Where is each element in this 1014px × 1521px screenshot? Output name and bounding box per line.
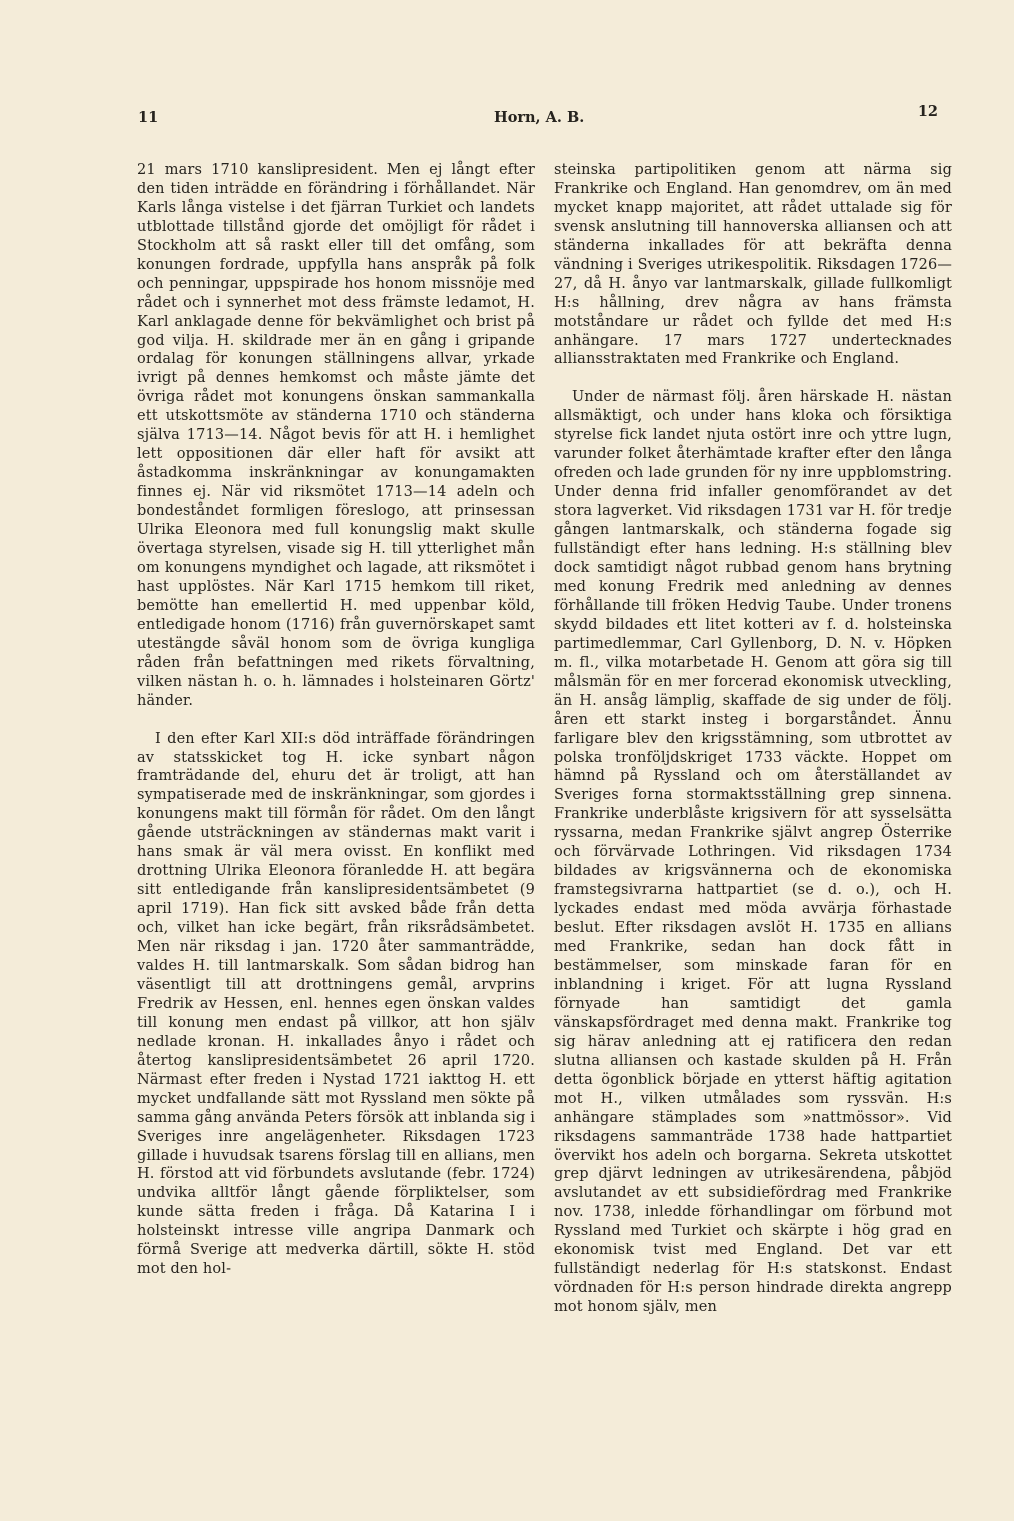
left-page-number: 11: [138, 109, 159, 126]
right-page-number: 12: [917, 103, 938, 120]
running-head: Horn, A. B.: [494, 109, 585, 126]
left-paragraph-1: 21 mars 1710 kanslipresident. Men ej långt efter den tiden inträdde en förändring i förhållandet. När Karls långa vistelse i det fjärran Turkiet och landets utblottade tillstånd gjorde det omöjligt för rådet i Stockholm att så raskt eller till det omfång, som konungen fordrade, uppfylla hans anspråk på folk och penningar, uppspirade hos honom missnöje med rådet och i synnerhet mot dess främste ledamot, H. Karl anklagade denne för bekvämlighet och brist på god vilja. H. skildrade mer än en gång i gripande ordalag för konungen ställningens allvar, yrkade ivrigt på dennes hemkomst och måste jämte det övriga rådet mot konungens önskan sammankalla ett utskottsmöte av ständerna 1710 och ständerna själva 1713—14. Något bevis för att H. i hemlighet lett oppositionen där eller haft för avsikt att åstadkomma inskränkningar av konungamakten finnes ej. När vid riksmötet 1713—14 adeln och bondeståndet formligen föreslogo, att prinsessan Ulrika Eleonora med full konungslig makt skulle övertaga styrelsen, visade sig H. till ytterlighet mån om konungens myndighet och lagade, att riksmötet i hast upplöstes. När Karl 1715 hemkom till riket, bemötte han emellertid H. med uppenbar köld, entledigade honom (1716) från guvernörskapet samt utestängde såväl honom som de övriga kungliga råden från befattningen med rikets förvaltning, vilken nästan h. o. h. lämnades i holsteinaren Görtz' händer.: [137, 161, 535, 709]
page-header: [134, 103, 950, 131]
right-paragraph-1: steinska partipolitiken genom att närma sig Frankrike och England. Han genomdrev, om än med mycket knapp majoritet, att rådet uttalade sig för svensk anslutning till hannoverska alliansen och att ständerna inkallades för att bekräfta denna vändning i Sveriges utrikespolitik. Riksdagen 1726—27, då H. ånyo var lantmarskalk, gillade fullkomligt H:s hållning, drev några av hans främsta motståndare ur rådet och fyllde det med H:s anhängare. 17 mars 1727 undertecknades alliansstraktaten med Frankrike och England.: [554, 161, 952, 368]
left-column: [137, 142, 535, 1298]
right-paragraph-2: Under de närmast följ. åren härskade H. nästan allsmäktigt, och under hans kloka och försiktiga styrelse fick landet njuta ostört inre och yttre lugn, varunder folket återhämtade krafter efter den långa ofreden och lade grunden för ny inre uppblomstring. Under denna frid infaller genomförandet av det stora lagverket. Vid riksdagen 1731 var H. för tredje gången lantmarskalk, och ständerna fogade sig fullständigt efter hans ledning. H:s ställning blev dock samtidigt något rubbad genom hans brytning med konung Fredrik med anledning av dennes förhållande till fröken Hedvig Taube. Under tronens skydd bildades ett litet kotteri av f. d. holsteinska partimedlemmar, Carl Gyllenborg, D. N. v. Höpken m. fl., vilka motarbetade H. Genom att göra sig till målsmän för en mer forcerad ekonomisk utveckling, än H. ansåg lämplig, skaffade de sig under de följ. åren ett starkt insteg i borgarståndet. Ännu farligare blev den krigsstämning, som utbrottet av polska tronföljdskriget 1733 väckte. Hoppet om hämnd på Ryssland och om återställandet av Sveriges forna stormaktsställning grep sinnena. Frankrike underblåste krigsivern för att sysselsätta ryssarna, medan Frankrike självt angrep Österrike och förvärvade Lothringen. Vid riksdagen 1734 bildades av krigsvännerna och de ekonomiska framstegsivrarna hattpartiet (se d. o.), och H. lyckades endast med möda avvärja förhastade beslut. Efter riksdagen avslöt H. 1735 en allians med Frankrike, sedan han dock fått in bestämmelser, som minskade faran för en inblandning i kriget. För att lugna Ryssland förnyade han samtidigt det gamla vänskapsfördraget med denna makt. Frankrike tog sig härav anledning att ej ratificera den redan slutna alliansen och kastade skulden på H. Från detta ögonblick började en ytterst häftig agitation mot H., vilken utmålades som ryssvän. H:s anhängare stämplades som »nattmössor». Vid riksdagens sammanträde 1738 hade hattpartiet övervikt hos adeln och borgarna. Sekreta utskottet grep djärvt ledningen av utrikesärendena, påbjöd avslutandet av ett subsidiefördrag med Frankrike nov. 1738, inledde förhandlingar om förbund mot Ryssland med Turkiet och skärpte i hög grad en ekonomisk tvist med England. Det var ett fullständigt nederlag för H:s statskonst. Endast vördnaden för H:s person hindrade direkta angrepp mot honom själv, men: [554, 389, 952, 1316]
right-column: [554, 142, 952, 1336]
left-paragraph-2: I den efter Karl XII:s död inträffade förändringen av statsskicket tog H. icke synbart någon framträdande del, ehuru det är troligt, att han sympatiserade med de inskränkningar, som gjordes i konungens makt till förmån för rådet. Om den långt gående utsträckningen av ständernas makt varit i hans smak är väl mera ovisst. En konflikt med drottning Ulrika Eleonora föranledde H. att begära sitt entledigande från kanslipresidentsämbetet (9 april 1719). Han fick sitt avsked både från detta och, vilket han icke begärt, från riksrådsämbetet. Men när riksdag i jan. 1720 åter sammanträdde, valdes H. till lantmarskalk. Som sådan bidrog han väsentligt till att drottningens gemål, arvprins Fredrik av Hessen, enl. hennes egen önskan valdes till konung men endast på villkor, att hon själv nedlade kronan. H. inkallades ånyo i rådet och återtog kanslipresidentsämbetet 26 april 1720. Närmast efter freden i Nystad 1721 iakttog H. ett mycket undfallande sätt mot Ryssland men sökte på samma gång använda Peters försök att inblanda sig i Sveriges inre angelägenheter. Riksdagen 1723 gillade i huvudsak tsarens förslag till en allians, men H. förstod att vid förbundets avslutande (febr. 1724) undvika alltför långt gående förpliktelser, som kunde sätta freden i fråga. Då Katarina I i holsteinskt intresse ville angripa Danmark och förmå Sverige att medverka därtill, sökte H. stöd mot den hol-: [137, 730, 535, 1278]
